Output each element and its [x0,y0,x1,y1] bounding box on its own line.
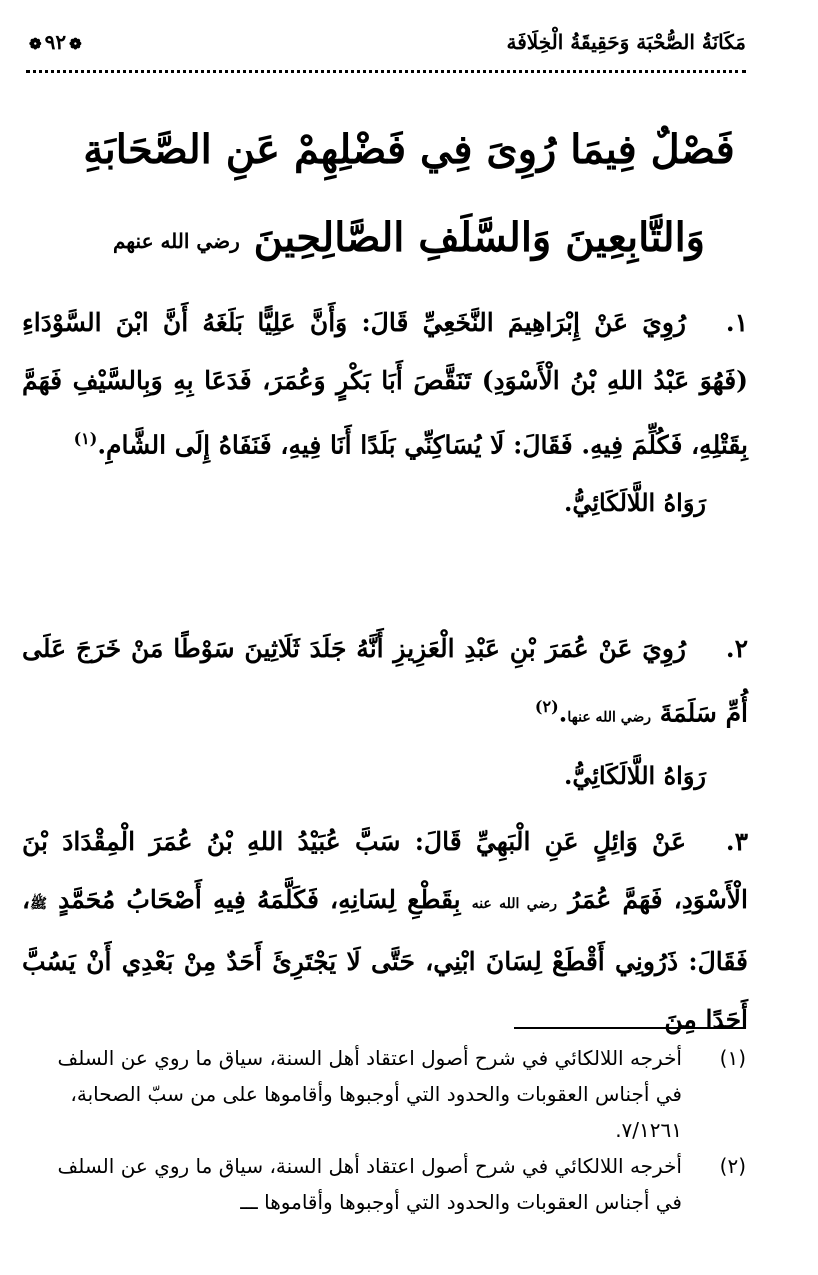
chapter-title-line-2: وَالتَّابِعِينَ وَالسَّلَفِ الصَّالِحِينَ رضي الله عنهم [113,214,705,261]
header-divider [26,70,746,73]
honorific-symbol: رضي الله عنهم [113,229,240,253]
paragraph-number: ١. [725,308,748,337]
footnote-text: أخرجه اللالكائي في شرح أصول اعتقاد أهل السنة، سياق ما روي عن السلف في أجناس العقوبات والحدود التي أوجبوها وأقاموها على من سبّ الصحابة، ٧/١٢٦١. [57,1046,682,1142]
main-text [22,294,748,1049]
hadith-paragraph-1 [22,294,748,474]
hadith-paragraph-3 [22,813,748,1049]
footnote-1 [36,1040,746,1148]
footnote-ref[interactable]: (١) [73,429,98,448]
chapter-title [0,106,818,285]
honorific-symbol: رضي الله عنها [567,709,652,726]
paragraph-text: ، فَقَالَ: ذَرُونِي أَقْطَعْ لِسَانَ ابْنِي، حَتَّى لَا يَجْتَرِئَ أَحَدٌ مِنْ بَعْدِي أَنْ يَسُبَّ أَحَدًا مِنَ [22,884,748,1034]
paragraph-number: ٣. [725,826,748,856]
footnote-2 [36,1148,746,1220]
honorific-symbol: رضي الله عنه [471,895,558,912]
paragraph-text: عَنْ وَائِلٍ عَنِ الْبَهِيِّ قَالَ: سَبَّ عُبَيْدُ اللهِ بْنُ عُمَرَ الْمِقْدَادَ بْنَ الْأَسْوَدِ، فَهَمَّ عُمَرُ [22,826,748,914]
flower-ornament-icon: ❁ [29,35,42,53]
paragraph-text: رُوِيَ عَنْ عُمَرَ بْنِ عَبْدِ الْعَزِيزِ أَنَّهُ جَلَدَ ثَلَاثِينَ سَوْطًا مَنْ خَرَجَ عَلَى أُمِّ سَلَمَةَ [22,634,748,728]
running-title: مَكَانَةُ الصُّحْبَة وَحَقِيقَةُ الْخِلَافَة [506,30,746,54]
honorific-symbol: ﷺ [30,895,47,912]
paragraph-number: ٢. [725,634,748,664]
paragraph-text: رُوِيَ عَنْ إِبْرَاهِيمَ النَّخَعِيِّ قَالَ: وَأَنَّ عَلِيًّا بَلَغَهُ أَنَّ ابْنَ السَّوْدَاءِ (فَهُوَ عَبْدُ اللهِ بْنُ الْأَسْوَدِ) تَنَقَّصَ أَبَا بَكْرٍ وَعُمَرَ، فَدَعَا بِهِ وَبِالسَّيْفِ فَهَمَّ بِقَتْلِهِ، فَكُلِّمَ فِيهِ. فَقَالَ: لَا يُسَاكِنِّي بَلَدًا أَنَا فِيهِ، فَنَفَاهُ إِلَى الشَّامِ. [22,308,748,460]
source-attribution: رَوَاهُ اللَّالَكَائِيُّ. [564,488,706,518]
footnote-number: (٢) [719,1154,746,1178]
footnote-ref[interactable]: (٢) [534,697,559,717]
footnotes [36,1040,746,1220]
page-header [26,22,746,62]
footnote-text: أخرجه اللالكائي في شرح أصول اعتقاد أهل السنة، سياق ما روي عن السلف في أجناس العقوبات والحدود التي أوجبوها وأقاموها ـــ [57,1154,682,1214]
page-number: ٩٢ [44,30,67,54]
footnote-divider [514,1027,746,1029]
page-number-box [26,30,85,54]
source-attribution: رَوَاهُ اللَّالَكَائِيُّ. [564,760,706,790]
footnote-number: (١) [719,1046,746,1070]
hadith-paragraph-2: ٢.رُوِيَ عَنْ عُمَرَ بْنِ عَبْدِ الْعَزِيزِ أَنَّهُ جَلَدَ ثَلَاثِينَ سَوْطًا مَنْ خَرَجَ عَلَى أُمِّ سَلَمَةَ رضي الله عنها.$^{(٢)}$ [22,620,748,746]
paragraph-text: بِقَطْعِ لِسَانِهِ، فَكَلَّمَهُ فِيهِ أَصْحَابُ مُحَمَّدٍ [58,884,461,914]
chapter-title-line-1: فَصْلٌ فِيمَا رُوِىَ فِي فَضْلِهِمْ عَنِ الصَّحَابَةِ [83,126,735,173]
flower-ornament-icon: ❁ [69,35,82,53]
